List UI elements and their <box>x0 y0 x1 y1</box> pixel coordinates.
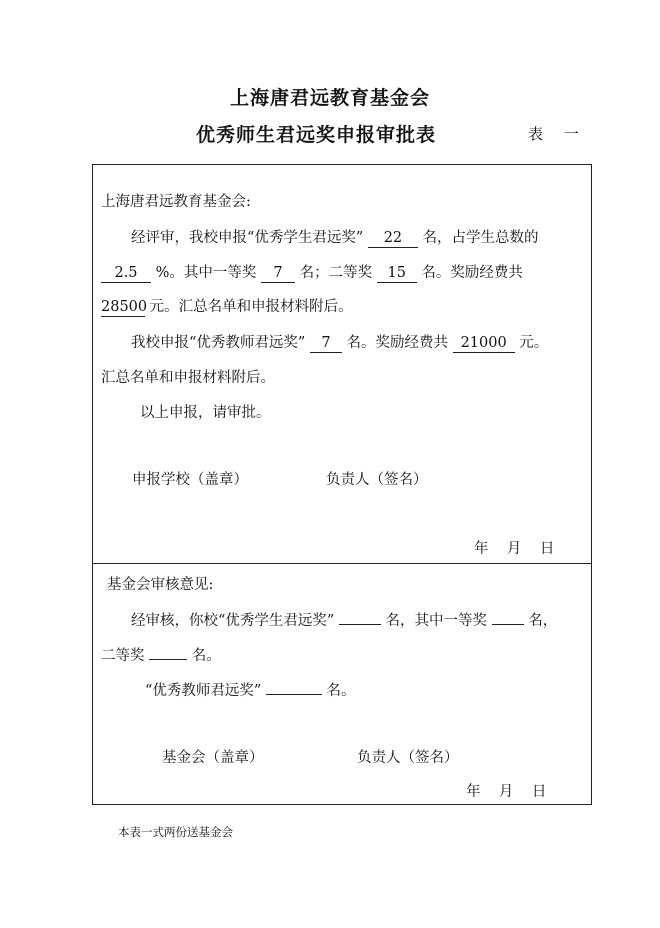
school-signer-label: 负责人（签名） <box>326 472 428 488</box>
teacher-fund-label: 名。奖励经费共 <box>346 335 449 351</box>
fund-label: 名。奖励经费共 <box>421 265 523 281</box>
review-first-prize-label: 名，其中一等奖 <box>385 613 488 629</box>
second-prize-field[interactable]: 15 <box>377 266 417 283</box>
percent-suffix: %。其中一等奖 <box>155 265 257 281</box>
footer-note: 本表一式两份送基金会 <box>118 825 233 839</box>
form-title: 优秀师生君远奖申报审批表 <box>196 124 437 146</box>
teacher-fund-unit: 元。 <box>519 335 549 351</box>
review-teacher-count-field[interactable] <box>266 678 322 695</box>
review-teacher-text: “优秀教师君远奖” <box>145 683 262 699</box>
percent-field[interactable]: 2.5 <box>101 266 151 283</box>
teacher-award-text: 我校申报“优秀教师君远奖” <box>131 335 306 351</box>
review-heading: 基金会审核意见: <box>107 577 214 593</box>
student-fund-suffix: 元。汇总名单和申报材料附后。 <box>149 299 353 315</box>
review-student-text: 经审核，你校“优秀学生君远奖” <box>131 613 335 629</box>
review-first-prize-field[interactable] <box>492 608 524 625</box>
review-second-prize-unit: 名。 <box>191 648 221 664</box>
school-seal-label: 申报学校（盖章） <box>132 472 248 488</box>
review-second-prize-line <box>101 643 221 665</box>
first-prize-field[interactable]: 7 <box>261 266 295 283</box>
review-teacher-line <box>145 678 356 700</box>
review-date: 年 月 日 <box>466 784 547 800</box>
org-title: 上海唐君远教育基金会 <box>229 87 430 109</box>
foundation-signer-label: 负责人（签名） <box>357 750 459 766</box>
application-date: 年 月 日 <box>474 541 555 557</box>
review-student-count-field[interactable] <box>339 608 381 625</box>
second-prize-label: 名；二等奖 <box>299 265 373 281</box>
review-second-prize-field[interactable] <box>149 643 187 660</box>
student-fund-line <box>101 295 353 317</box>
teacher-materials-line: 汇总名单和申报材料附后。 <box>101 370 275 386</box>
student-award-text: 经评审，我校申报“优秀学生君远奖” <box>131 230 364 246</box>
student-award-line <box>131 226 539 248</box>
table-number: 表 一 <box>528 125 587 143</box>
prize-breakdown-line <box>101 261 523 283</box>
review-second-prize-label: 二等奖 <box>101 648 145 664</box>
teacher-fund-field[interactable]: 21000 <box>453 336 515 353</box>
review-first-prize-unit: 名， <box>528 613 558 629</box>
teacher-count-field[interactable]: 7 <box>310 336 342 353</box>
student-award-suffix: 名，占学生总数的 <box>422 230 539 246</box>
review-teacher-unit: 名。 <box>326 683 356 699</box>
request-approval-line: 以上申报，请审批。 <box>140 405 271 421</box>
review-student-line <box>131 608 557 630</box>
student-fund-field[interactable]: 28500 <box>101 299 148 315</box>
addressee: 上海唐君远教育基金会: <box>101 194 251 210</box>
teacher-award-line <box>131 331 548 353</box>
section-divider <box>92 563 592 564</box>
student-count-field[interactable]: 22 <box>368 231 418 248</box>
foundation-seal-label: 基金会（盖章） <box>162 750 264 766</box>
